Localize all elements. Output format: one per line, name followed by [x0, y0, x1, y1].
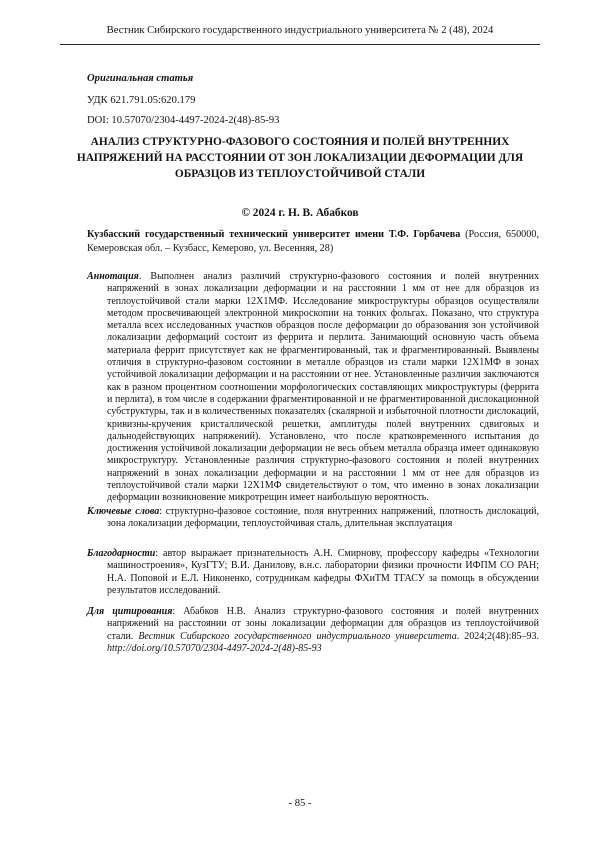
citation-tail: . 2024;2(48):85–93. — [456, 630, 539, 642]
keywords-text: : структурно-фазовое состояние, поля внутренних напряжений, плотность дислокаций, зона локализации деформации, теплоустойчивая сталь, длительная эксплуатация — [107, 506, 539, 530]
acknowledgements-label: Благодарности — [87, 548, 156, 559]
citation-label: Для цитирования — [87, 606, 173, 617]
citation-text: : Абабков Н.В. Анализ структурно-фазового состояния и полей внутренних напряжений на расстоянии от зоны локализации деформации для образцов из теплоустойчивой стали. — [107, 606, 539, 642]
acknowledgements — [87, 548, 539, 597]
affiliation-address: (Россия, 650000, Кемеровская обл. – Кузбасс, Кемерово, ул. Весенняя, 28) — [87, 229, 539, 254]
page-number: - 85 - — [288, 798, 312, 809]
abstract-label: Аннотация — [87, 271, 139, 282]
affiliation — [87, 228, 539, 256]
article-type: Оригинальная статья — [87, 73, 194, 84]
abstract-text: . Выполнен анализ различий структурно-фазового состояния и полей внутренних напряжений в зонах локализации деформации и на расстоянии 1 мм от нее для образцов из теплоустойчивой стали марки 12Х1МФ. Исследование микроструктуры образцов осуществляли методом просвечивающей электронной микроскопии на тонких фольгах. Показано, что структура металла всех исследованных участков образцов после деформации до образования зон устойчивой локализации деформаций состоит из феррита и перлита. Занимающий основную часть объема материала феррит присутствует как не фрагментированный, так и фрагментированный. Выявлены отличия в структурно-фазовом состоянии в металле образцов из стали марки 12Х1МФ в зонах устойчивой локализации деформации и на расстоянии от нее. Установленные различия заключаются как в разном процентном соотношении морфологических составляющих микроструктуры (феррита и перлита), в том числе в содержании фрагментированной и не фрагментированной дислокационной субструктуры, так и в количественных показателях (скалярной и избыточной плотности дислокаций, кривизны-кручения кристаллической решетки, амплитуды полей внутренних сдвиговых и дальнодействующих напряжений). Установлено, что после кратковременного испытания до достижения устойчивой локализации деформации не весь объем металла образца имеет одинаковую микроструктуру. Установленные различия структурно-фазового состояния и полей внутренних напряжений в зонах локализации деформации и на расстоянии 1 мм от нее для образцов из теплоустойчивой стали марки 12Х1МФ свидетельствуют о том, что именно в зонах локализации деформации возникновение микротрещин имеет наибольшую вероятность. — [107, 271, 539, 504]
acknowledgements-text: : автор выражает признательность А.Н. Смирнову, профессору кафедры «Технологии машиностроения», КузГТУ; В.И. Данилову, в.н.с. лаборатории физики прочности ИФПМ СО РАН; Н.А. Поповой и Е.Л. Никоненко, сотрудникам кафедры ФХиТМ ТГАСУ за помощь в обсуждении результатов исследований. — [107, 548, 539, 596]
citation — [87, 606, 539, 655]
abstract — [87, 271, 539, 505]
udc-code: УДК 621.791.05:620.179 — [87, 95, 196, 106]
keywords-label: Ключевые слова — [87, 506, 160, 517]
author-line: © 2024 г. Н. В. Абабков — [241, 207, 359, 219]
citation-journal: Вестник Сибирского государственного индустриального университета — [138, 630, 457, 642]
header-divider — [60, 44, 540, 45]
doi-line: DOI: 10.57070/2304-4497-2024-2(48)-85-93 — [87, 115, 280, 126]
journal-running-header: Вестник Сибирского государственного индустриального университета № 2 (48), 2024 — [106, 25, 494, 36]
citation-url[interactable]: http://doi.org/10.57070/2304-4497-2024-2(48)-85-93 — [107, 642, 322, 654]
article-title: АНАЛИЗ СТРУКТУРНО-ФАЗОВОГО СОСТОЯНИЯ И ПОЛЕЙ ВНУТРЕННИХ НАПРЯЖЕНИЙ НА РАССТОЯНИИ ОТ ЗОН ЛОКАЛИЗАЦИИ ДЕФОРМАЦИИ ДЛЯ ОБРАЗЦОВ ИЗ ТЕПЛОУСТОЙЧИВОЙ СТАЛИ — [76, 136, 524, 180]
keywords — [87, 506, 539, 531]
affiliation-name: Кузбасский государственный технический университет имени Т.Ф. Горбачева — [87, 229, 461, 240]
